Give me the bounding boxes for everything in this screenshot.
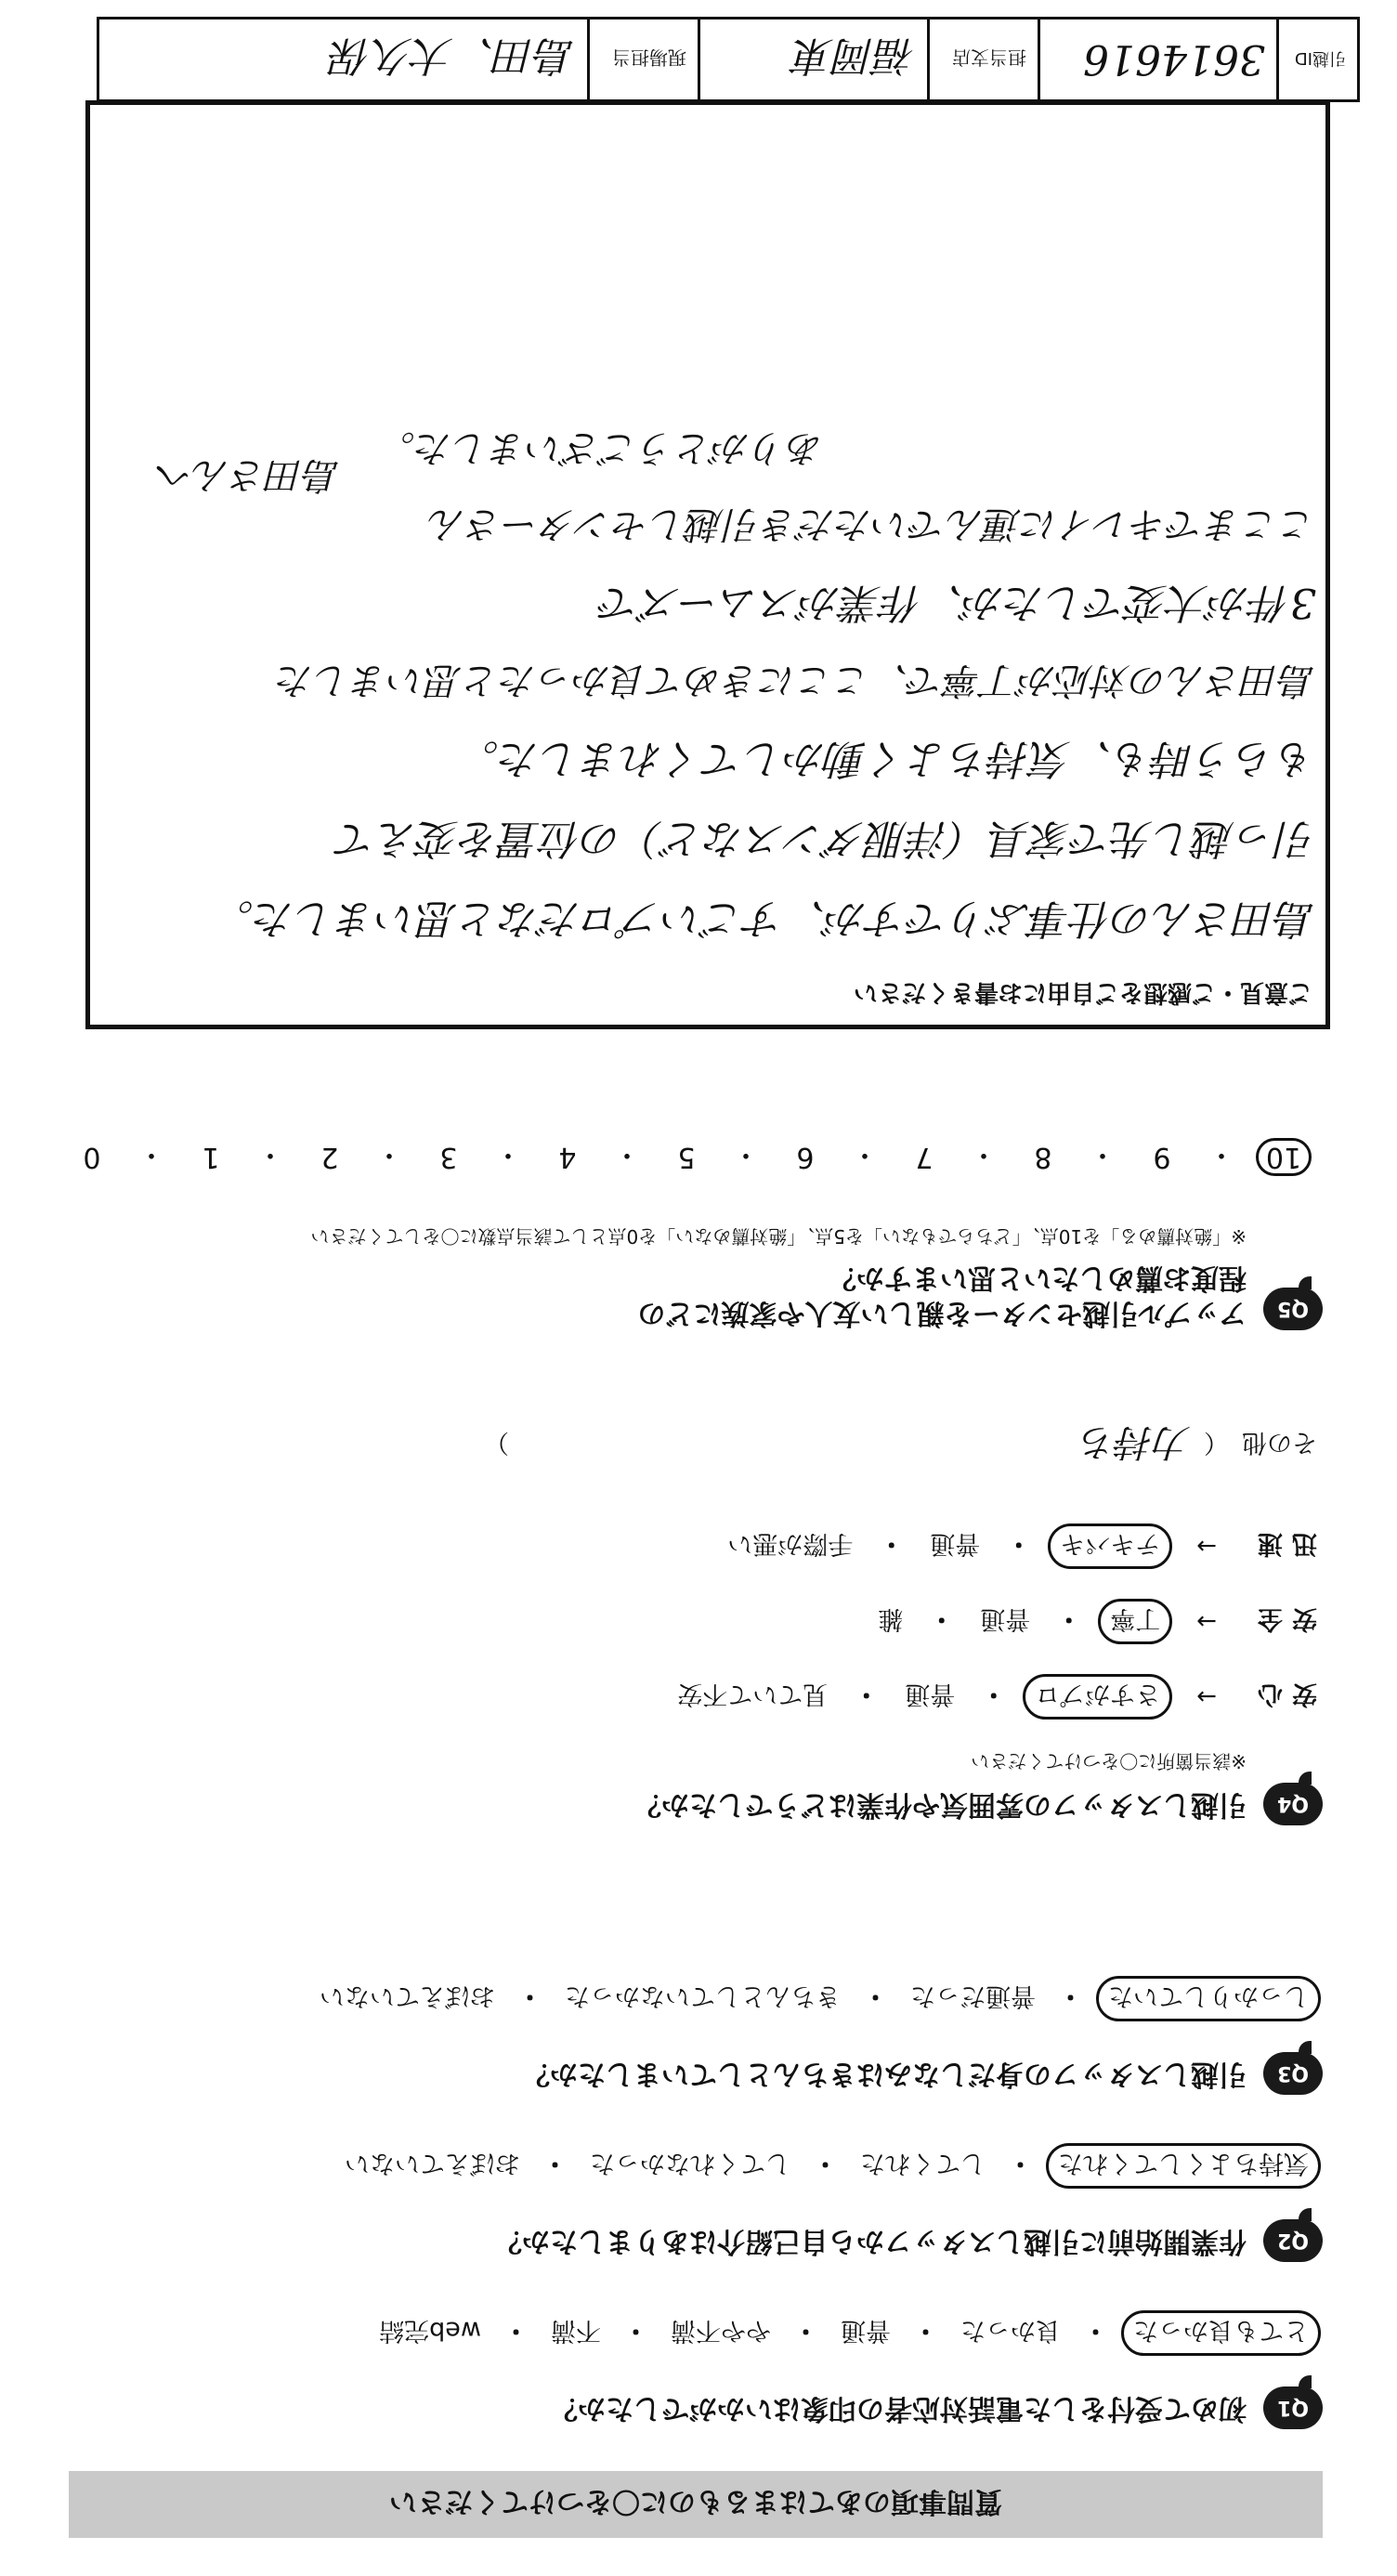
comment-line: ここまでキレイに運んでいただき引越しセンターさん [428, 503, 1316, 545]
q4-other [59, 1419, 1317, 1471]
scale-option[interactable]: 3 [439, 1141, 458, 1174]
q4-option[interactable]: 手際が悪い [727, 1529, 854, 1558]
q3-badge: Q3 [1263, 2052, 1323, 2095]
q5-question: アップル引越センターを親しい友人や家族にどの程度お薦めしたいと思いますか？ [637, 1262, 1247, 1329]
q5-note: ※「絶対薦める」を10点、「どちらでもない」を5点、「絶対薦めない」を0点として該当点数に〇をしてください [310, 1225, 1247, 1248]
scale-option[interactable]: 2 [320, 1141, 339, 1174]
branch-value: 福岡東 [698, 20, 927, 99]
q2-option[interactable]: 気持ちよくしてくれた [1046, 2143, 1321, 2189]
q4-category: 安全 [1248, 1604, 1317, 1633]
q1-option[interactable]: 不満 [551, 2316, 601, 2345]
q5-scale: 10 ・ 9 ・ 8 ・ 7 ・ 6 ・ 5 ・ 4 ・ 3 ・ 2 ・ 1 ・ 0 [59, 1137, 1312, 1178]
q4-option[interactable]: 普通 [980, 1604, 1031, 1633]
comments-title: ご意見・ご感想をご自由にお書きください [853, 978, 1312, 1006]
q3-options: しっかりしていた ・ 普通だった ・ きちんとしていなかった ・ おぼえていない [59, 1976, 1321, 2021]
question-5 [59, 1137, 1323, 1330]
q3-option[interactable]: おぼえていない [320, 1981, 495, 2010]
comments-box[interactable] [85, 100, 1330, 1029]
scale-option[interactable]: 5 [677, 1141, 696, 1174]
comment-line: 引っ越し先で家具（洋服ダンスなど）の位置を変えて [335, 815, 1316, 862]
question-1 [59, 2310, 1323, 2436]
comment-line: 3件が大変でしたが、作業がスムーズで [599, 579, 1316, 626]
q4-option[interactable]: テキパキ [1048, 1523, 1172, 1569]
q4-option[interactable]: 普通 [905, 1680, 956, 1708]
q4-other-value[interactable]: 力持ち [1079, 1420, 1191, 1463]
scale-option[interactable]: 4 [558, 1141, 577, 1174]
q4-other-close: ） [484, 1428, 509, 1457]
q4-row-anshin: 安心 → さすがプロ ・ 普通 ・ 見ていて不安 [59, 1674, 1317, 1720]
scale-option[interactable]: 1 [202, 1141, 220, 1174]
question-4 [59, 1419, 1323, 1832]
arrow-icon: → [1196, 1532, 1217, 1561]
question-2 [59, 2143, 1323, 2269]
comments-signature: 島田さんへ [155, 453, 341, 496]
id-bar [97, 17, 1360, 102]
id-label: 引越ID [1276, 20, 1357, 99]
q1-badge: Q1 [1263, 2386, 1323, 2429]
scale-option[interactable]: 0 [83, 1141, 101, 1174]
q4-option[interactable]: 雑 [878, 1604, 904, 1633]
staff-label: 現場担当 [587, 20, 698, 99]
q4-category: 迅速 [1248, 1529, 1317, 1558]
q2-badge: Q2 [1263, 2219, 1323, 2262]
comment-line: 島田さんの仕事ぶりですが、すごいプロだなと思いました。 [213, 895, 1316, 942]
q3-option[interactable]: 普通だった [910, 1981, 1036, 2010]
question-3 [59, 1976, 1323, 2101]
id-value: 3614616 [1038, 20, 1276, 99]
q4-note: ※該当箇所に〇をつけてください [971, 1750, 1247, 1772]
scale-option[interactable]: 7 [915, 1141, 934, 1174]
q1-options: とても良かった ・ 良かった ・ 普通 ・ やや不満 ・ 不満 ・ web完結 [59, 2310, 1321, 2356]
scale-option[interactable]: 8 [1034, 1141, 1052, 1174]
q2-option[interactable]: おぼえていない [345, 2149, 520, 2177]
branch-label: 担当支店 [927, 20, 1038, 99]
q1-question: 初めて受付をした電話対応者の印象はいかがでしたか？ [550, 2391, 1247, 2425]
q2-options: 気持ちよくしてくれた ・ してくれた ・ してくれなかった ・ おぼえていない [59, 2143, 1321, 2189]
q4-question: 引越しスタッフの雰囲気や作業はどうでしたか？ [633, 1787, 1247, 1821]
q5-badge: Q5 [1263, 1288, 1323, 1330]
q3-question: 引越しスタッフの身だしなみはきちんとしていましたか？ [522, 2057, 1247, 2090]
staff-value: 島田、大久保 [331, 32, 576, 79]
q4-row-anzen: 安全 → 丁寧 ・ 普通 ・ 雑 [59, 1599, 1317, 1644]
q4-category: 安心 [1248, 1680, 1317, 1708]
q1-option[interactable]: とても良かった [1121, 2310, 1321, 2356]
q1-option[interactable]: 普通 [841, 2316, 891, 2345]
scale-option[interactable]: 9 [1153, 1141, 1171, 1174]
q2-option[interactable]: してくれた [860, 2149, 986, 2177]
arrow-icon: → [1196, 1607, 1217, 1636]
q2-question: 作業開始前に引越しスタッフから自己紹介はありましたか？ [494, 2224, 1247, 2257]
comment-line: 島田さんの対応が丁寧で、ここにきめて良かったと思いました [276, 659, 1316, 701]
instruction-text: 質問事項のあてはまるものに〇をつけてください [389, 2485, 1002, 2517]
comment-line: ありがとうございました。 [378, 426, 824, 469]
scale-option[interactable]: 6 [796, 1141, 815, 1174]
q4-option[interactable]: 丁寧 [1098, 1599, 1172, 1644]
q4-option[interactable]: 普通 [930, 1529, 981, 1558]
q4-row-jinsoku: 迅速 → テキパキ ・ 普通 ・ 手際が悪い [59, 1523, 1317, 1569]
q1-option[interactable]: やや不満 [671, 2316, 771, 2345]
q4-other-label: その他 [1242, 1428, 1317, 1457]
q4-option[interactable]: 見ていて不安 [677, 1680, 829, 1708]
instruction-band [69, 2471, 1323, 2538]
q4-badge: Q4 [1263, 1783, 1323, 1825]
q4-other-open: （ [1204, 1428, 1229, 1457]
q3-option[interactable]: きちんとしていなかった [565, 1981, 841, 2010]
q1-option[interactable]: 良かった [960, 2316, 1061, 2345]
arrow-icon: → [1196, 1682, 1217, 1711]
scale-option[interactable]: 10 [1256, 1139, 1312, 1177]
q1-option[interactable]: web完結 [379, 2316, 481, 2345]
q4-option[interactable]: さすがプロ [1023, 1674, 1172, 1720]
q3-option[interactable]: しっかりしていた [1096, 1976, 1321, 2021]
comment-line: もらう時も、気持ちよく動かしてくれました。 [458, 735, 1316, 782]
q2-option[interactable]: してくれなかった [590, 2149, 790, 2177]
